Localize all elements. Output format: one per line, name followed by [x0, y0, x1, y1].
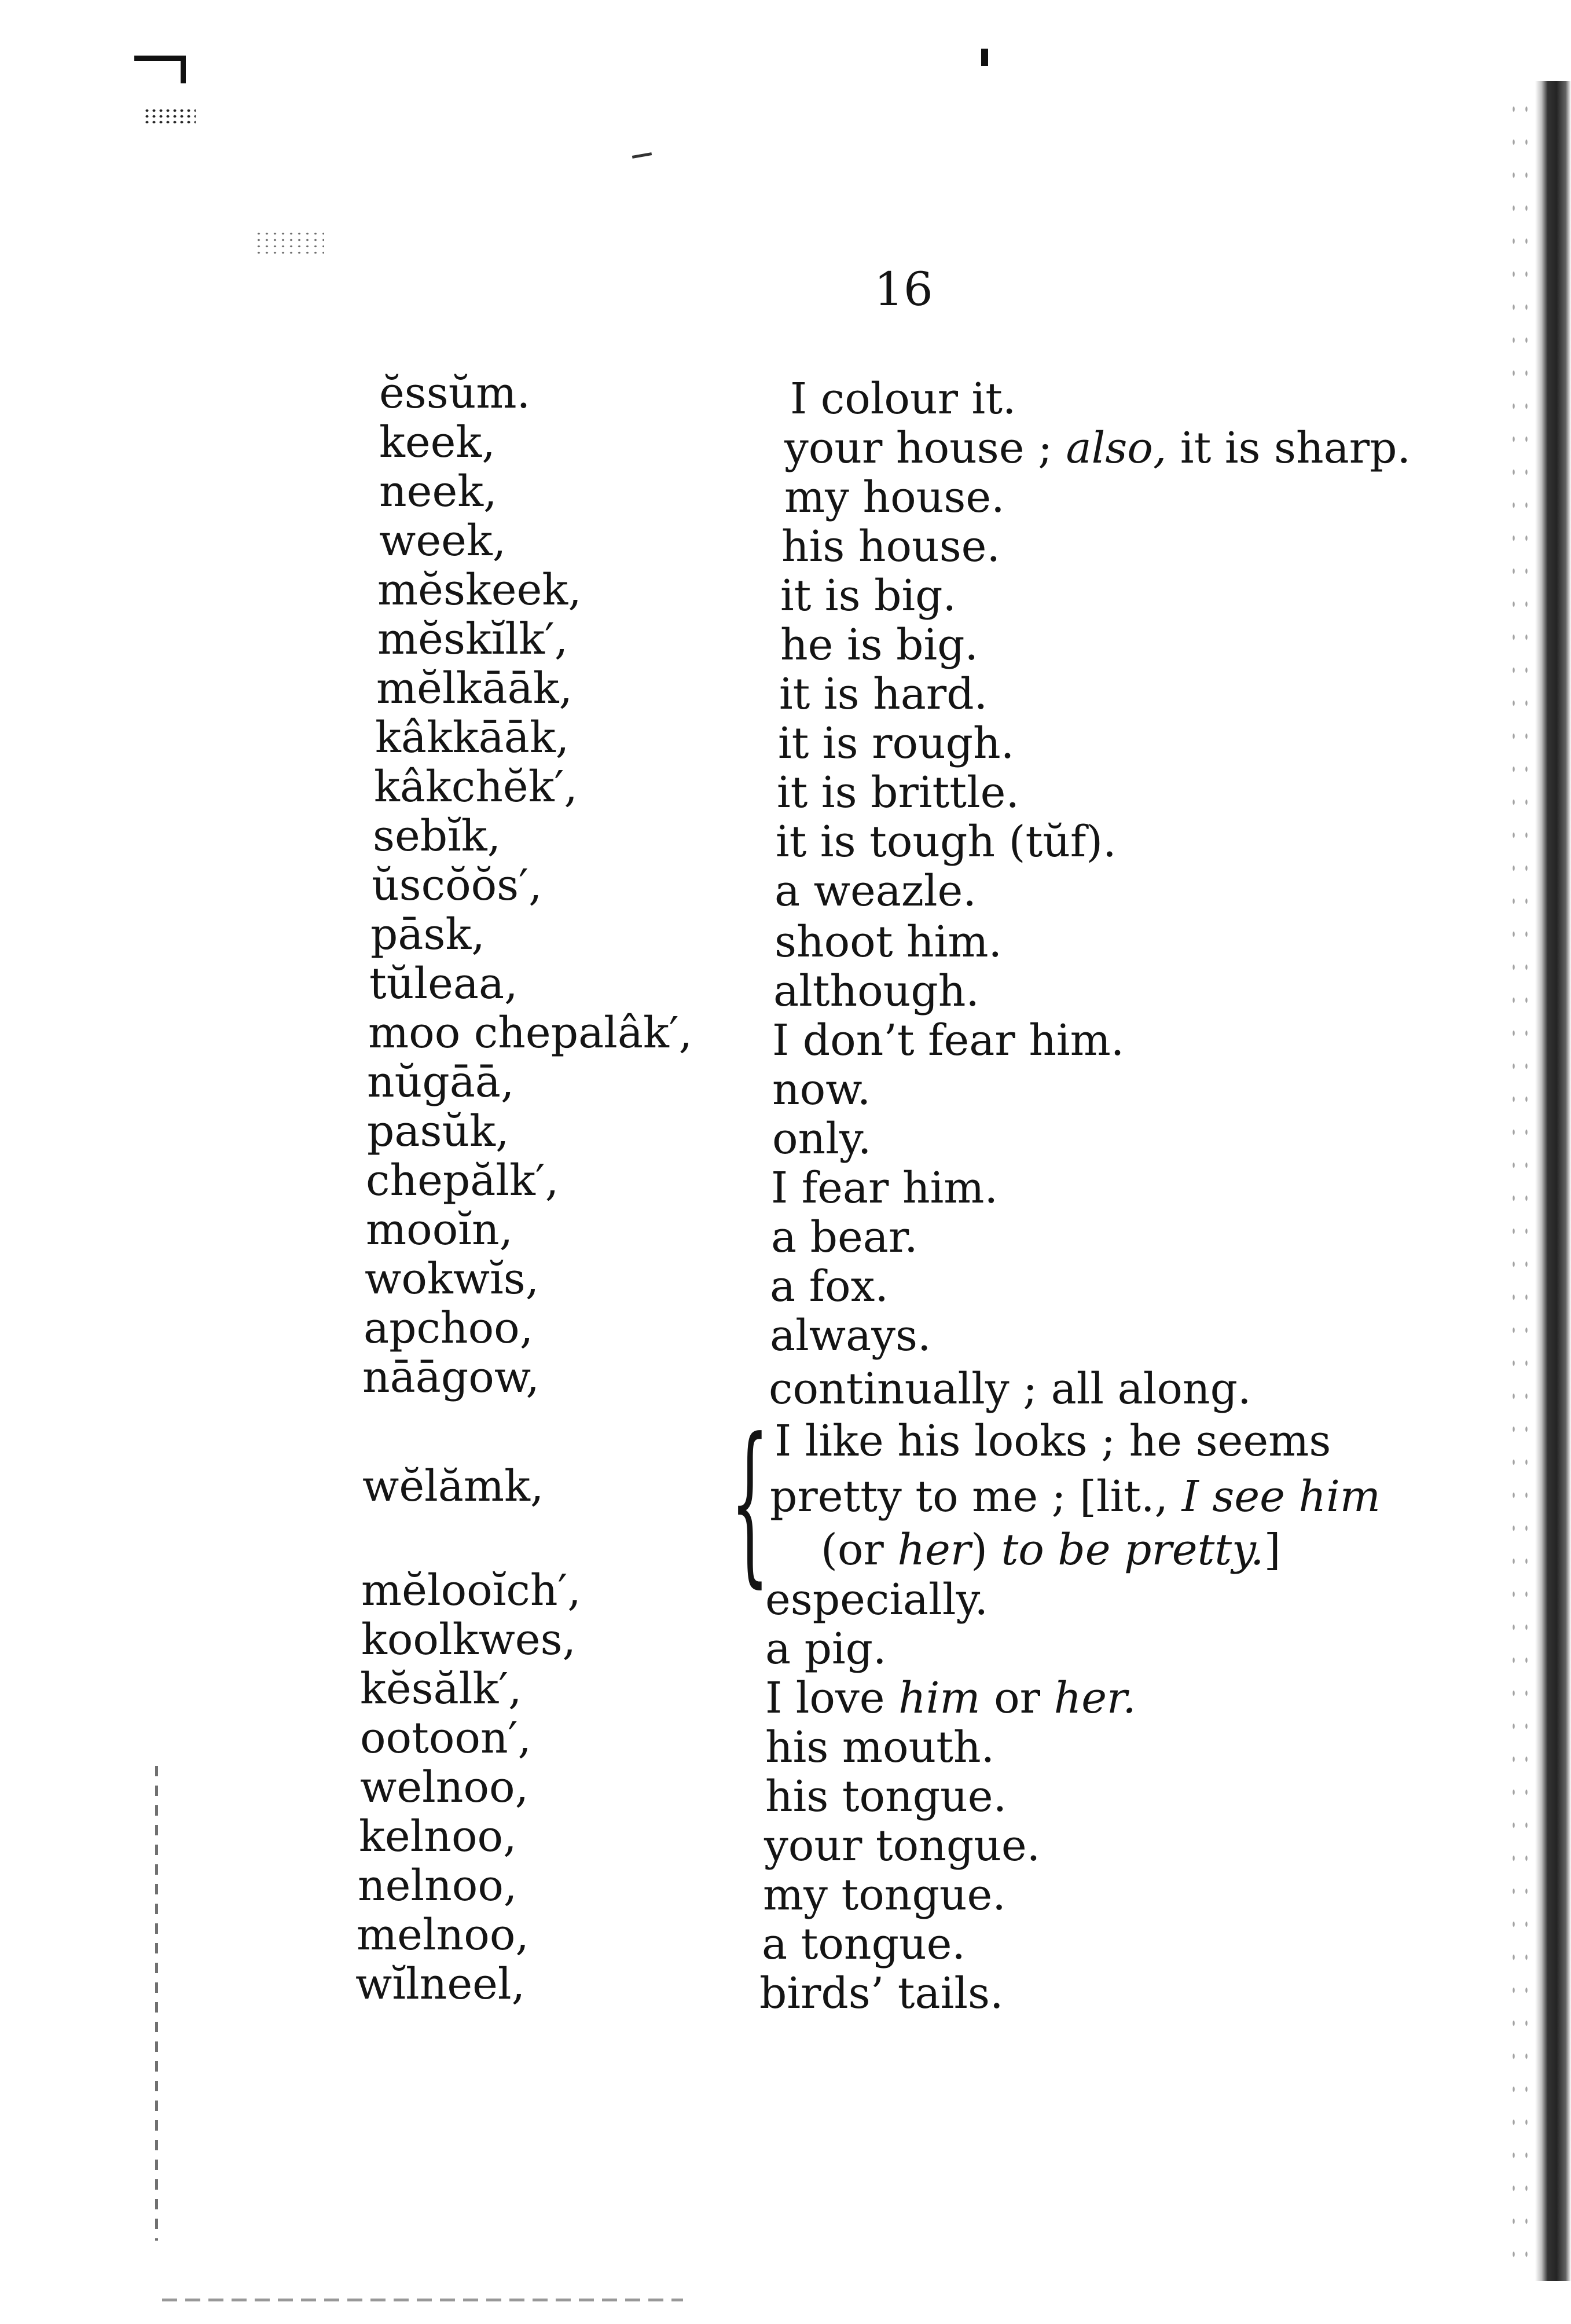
scan-mark — [981, 49, 988, 66]
entry-word: neek, — [379, 467, 497, 516]
scan-noise — [1507, 93, 1530, 2270]
entry-word: pasŭk, — [367, 1106, 509, 1156]
entry-word: chepălk′, — [366, 1156, 559, 1205]
entry-word: pāsk, — [370, 910, 485, 959]
entry-word: kĕsălk′, — [360, 1664, 522, 1714]
entry-word: wĭlneel, — [355, 1959, 526, 2009]
entry-meaning: a pig. — [765, 1624, 887, 1674]
entry-meaning: always. — [770, 1311, 931, 1361]
entry-word: nŭgāā, — [367, 1057, 515, 1107]
page-number: 16 — [874, 262, 933, 316]
entry-meaning: it is big. — [780, 571, 957, 621]
entry-meaning: I don’t fear him. — [772, 1016, 1125, 1065]
entry-meaning: your tongue. — [764, 1821, 1041, 1871]
entry-word: mĕskeek, — [377, 565, 582, 615]
scan-mark — [181, 56, 186, 83]
entry-word: mĕskĭlk′, — [377, 614, 568, 664]
entry-meaning: I love him or her. — [765, 1673, 1136, 1723]
entry-meaning: continually ; all along. — [769, 1364, 1251, 1414]
entry-meaning: a weazle. — [775, 866, 977, 916]
page-binding-edge — [1535, 81, 1571, 2281]
entry-word: kâkkāāk, — [375, 713, 570, 763]
entry-word: ootoon′, — [360, 1713, 531, 1763]
entry-meaning: my house. — [784, 472, 1005, 522]
entry-word: mooĭn, — [366, 1205, 513, 1255]
brace: { — [731, 1401, 769, 1603]
entry-word: nelnoo, — [358, 1861, 517, 1911]
entry-meaning: birds’ tails. — [759, 1969, 1004, 2018]
entry-meaning: it is brittle. — [777, 768, 1019, 818]
entry-word: mĕlkāāk, — [376, 664, 573, 713]
entry-word: moo chepalâk′, — [368, 1008, 693, 1058]
entry-word: keek, — [379, 417, 495, 467]
entry-word: wokwĭs, — [365, 1254, 539, 1304]
entry-word: koolkwes, — [361, 1615, 577, 1665]
entry-meaning: although. — [773, 966, 979, 1016]
entry-meaning-line: (or her) to be pretty.] — [821, 1525, 1281, 1575]
entry-meaning: his tongue. — [765, 1772, 1007, 1821]
scan-mark — [255, 230, 324, 254]
scan-mark — [144, 108, 196, 125]
entry-word: kâkchĕk′, — [374, 762, 578, 812]
entry-meaning: now. — [772, 1065, 871, 1115]
entry-meaning: he is big. — [780, 620, 979, 670]
entry-word: melnoo, — [357, 1910, 529, 1960]
entry-meaning: I colour it. — [790, 374, 1016, 424]
entry-meaning: his mouth. — [765, 1722, 995, 1772]
entry-meaning: a fox. — [770, 1262, 889, 1311]
entry-meaning-line: pretty to me ; [lit., I see him — [770, 1472, 1381, 1522]
scan-mark — [134, 56, 185, 61]
entry-word: tŭleaa, — [369, 959, 518, 1009]
entry-word: nāāgow, — [362, 1352, 539, 1402]
scan-mark — [632, 152, 652, 159]
entry-meaning: your house ; also, it is sharp. — [784, 423, 1411, 473]
entry-meaning: I fear him. — [771, 1163, 998, 1213]
entry-word: wĕlămk, — [362, 1461, 544, 1511]
entry-word: sebĭk, — [373, 811, 501, 861]
scan-mark — [155, 1766, 158, 2241]
entry-meaning: it is tough (tŭf). — [776, 817, 1117, 867]
scan-mark — [162, 2299, 683, 2301]
entry-meaning: a tongue. — [762, 1919, 966, 1969]
entry-word: week, — [379, 516, 506, 566]
entry-meaning: especially. — [765, 1575, 988, 1625]
entry-meaning: it is rough. — [778, 719, 1015, 768]
entry-word: welnoo, — [360, 1762, 529, 1812]
entry-word: kelnoo, — [359, 1812, 517, 1861]
entry-meaning-line: I like his looks ; he seems — [775, 1416, 1331, 1466]
entry-word: ĕssŭm. — [379, 368, 531, 418]
entry-word: apchoo, — [364, 1303, 534, 1353]
entry-word: mĕlooĭch′, — [361, 1566, 581, 1615]
entry-word: ŭscŏŏs′, — [372, 860, 542, 910]
entry-meaning: only. — [772, 1114, 872, 1164]
entry-meaning: a bear. — [771, 1212, 918, 1262]
entry-meaning: it is hard. — [779, 669, 988, 719]
entry-meaning: shoot him. — [775, 917, 1003, 967]
entry-meaning: his house. — [781, 522, 1000, 571]
entry-meaning: my tongue. — [763, 1870, 1006, 1920]
